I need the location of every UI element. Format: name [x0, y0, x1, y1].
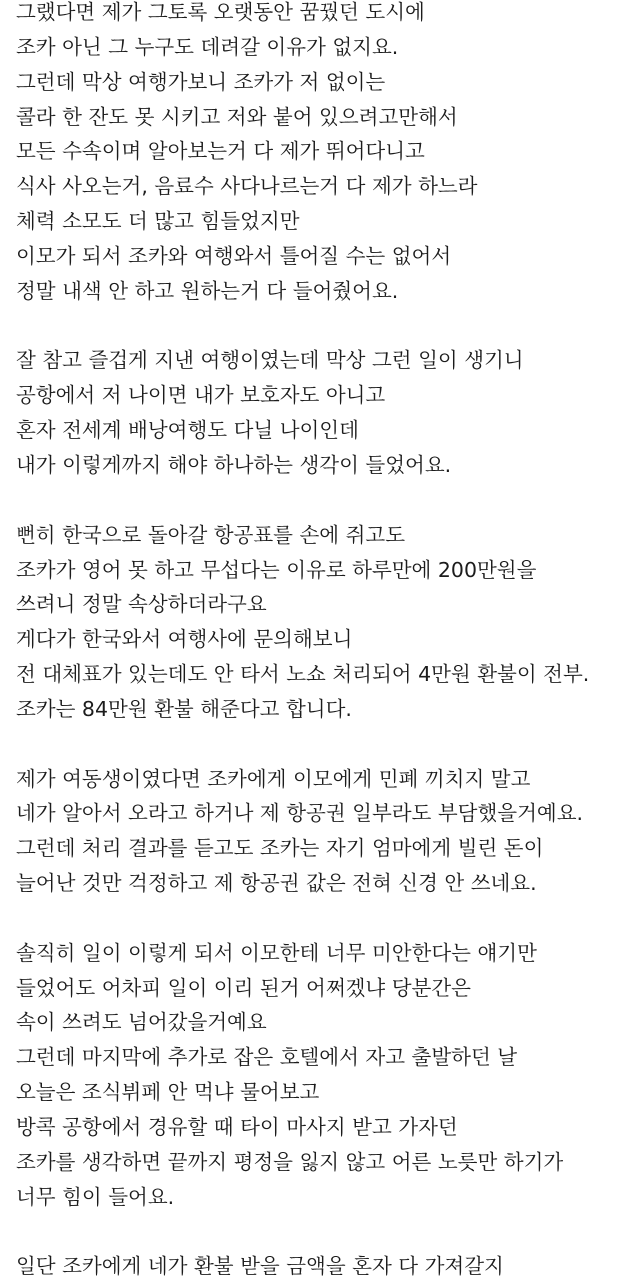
text-line: 식사 사오는거, 음료수 사다나르는거 다 제가 하느라	[16, 174, 478, 199]
text-line: 그랬다면 제가 그토록 오랫동안 꿈꿨던 도시에	[16, 0, 425, 24]
text-line: 조카를 생각하면 끝까지 평정을 잃지 않고 어른 노릇만 하기가	[16, 1149, 564, 1174]
paragraph	[16, 936, 640, 1215]
text-line: 혼자 전세계 배낭여행도 다닐 나이인데	[16, 418, 359, 443]
paragraph	[16, 762, 640, 901]
paragraph-spacer	[16, 901, 640, 936]
text-line: 조카는 84만원 환불 해준다고 합니다.	[16, 696, 352, 721]
paragraph-spacer	[16, 1215, 640, 1250]
text-line: 체력 소모도 더 많고 힘들었지만	[16, 209, 300, 234]
text-line: 이모가 되서 조카와 여행와서 틀어질 수는 없어서	[16, 243, 452, 268]
paragraph-spacer	[16, 727, 640, 762]
paragraph	[16, 343, 640, 482]
text-line: 너무 힘이 들어요.	[16, 1184, 175, 1209]
paragraph	[16, 0, 640, 309]
paragraph-spacer	[16, 309, 640, 344]
text-line: 늘어난 것만 걱정하고 제 항공권 값은 전혀 신경 안 쓰네요.	[16, 871, 537, 896]
text-line: 쓰려니 정말 속상하더라구요	[16, 592, 267, 617]
text-line: 네가 알아서 오라고 하거나 제 항공권 일부라도 부담했을거예요.	[16, 801, 584, 826]
text-line: 정말 내색 안 하고 원하는거 다 들어줬어요.	[16, 278, 399, 303]
text-line: 방콕 공항에서 경유할 때 타이 마사지 받고 가자던	[16, 1115, 458, 1139]
paragraph	[16, 518, 640, 727]
text-line: 조카가 영어 못 하고 무섭다는 이유로 하루만에 200만원을	[16, 557, 537, 582]
text-line: 콜라 한 잔도 못 시키고 저와 붙어 있으려고만해서	[16, 104, 458, 129]
text-line: 조카 아닌 그 누구도 데려갈 이유가 없지요.	[16, 34, 399, 59]
text-line: 전 대체표가 있는데도 안 타서 노쇼 처리되어 4만원 환불이 전부.	[16, 662, 590, 687]
text-line: 들었어도 어차피 일이 이리 된거 어쩌겠냐 당분간은	[16, 975, 471, 1000]
text-line: 그런데 처리 결과를 듣고도 조카는 자기 엄마에게 빌린 돈이	[16, 836, 544, 861]
text-line: 오늘은 조식뷔페 안 먹냐 물어보고	[16, 1080, 320, 1105]
text-line: 일단 조카에게 네가 환불 받을 금액을 혼자 다 가져갈지	[16, 1254, 504, 1279]
text-line: 뻔히 한국으로 돌아갈 항공표를 손에 쥐고도	[16, 522, 406, 547]
text-line: 내가 이렇게까지 해야 하나하는 생각이 들었어요.	[16, 452, 452, 477]
text-line: 게다가 한국와서 여행사에 문의해보니	[16, 627, 353, 652]
text-line: 그런데 마지막에 추가로 잡은 호텔에서 자고 출발하던 날	[16, 1045, 518, 1070]
text-line: 잘 참고 즐겁게 지낸 여행이였는데 막상 그런 일이 생기니	[16, 348, 524, 373]
paragraph	[16, 1249, 640, 1284]
text-line: 솔직히 일이 이렇게 되서 이모한테 너무 미안한다는 얘기만	[16, 940, 537, 965]
text-line: 모든 수속이며 알아보는거 다 제가 뛰어다니고	[16, 139, 425, 164]
text-line: 속이 쓰려도 넘어갔을거예요	[16, 1010, 267, 1035]
paragraph-spacer	[16, 483, 640, 518]
text-line: 그런데 막상 여행가보니 조카가 저 없이는	[16, 69, 386, 94]
text-line: 공항에서 저 나이면 내가 보호자도 아니고	[16, 383, 386, 408]
text-line: 제가 여동생이였다면 조카에게 이모에게 민폐 끼치지 말고	[16, 766, 531, 791]
